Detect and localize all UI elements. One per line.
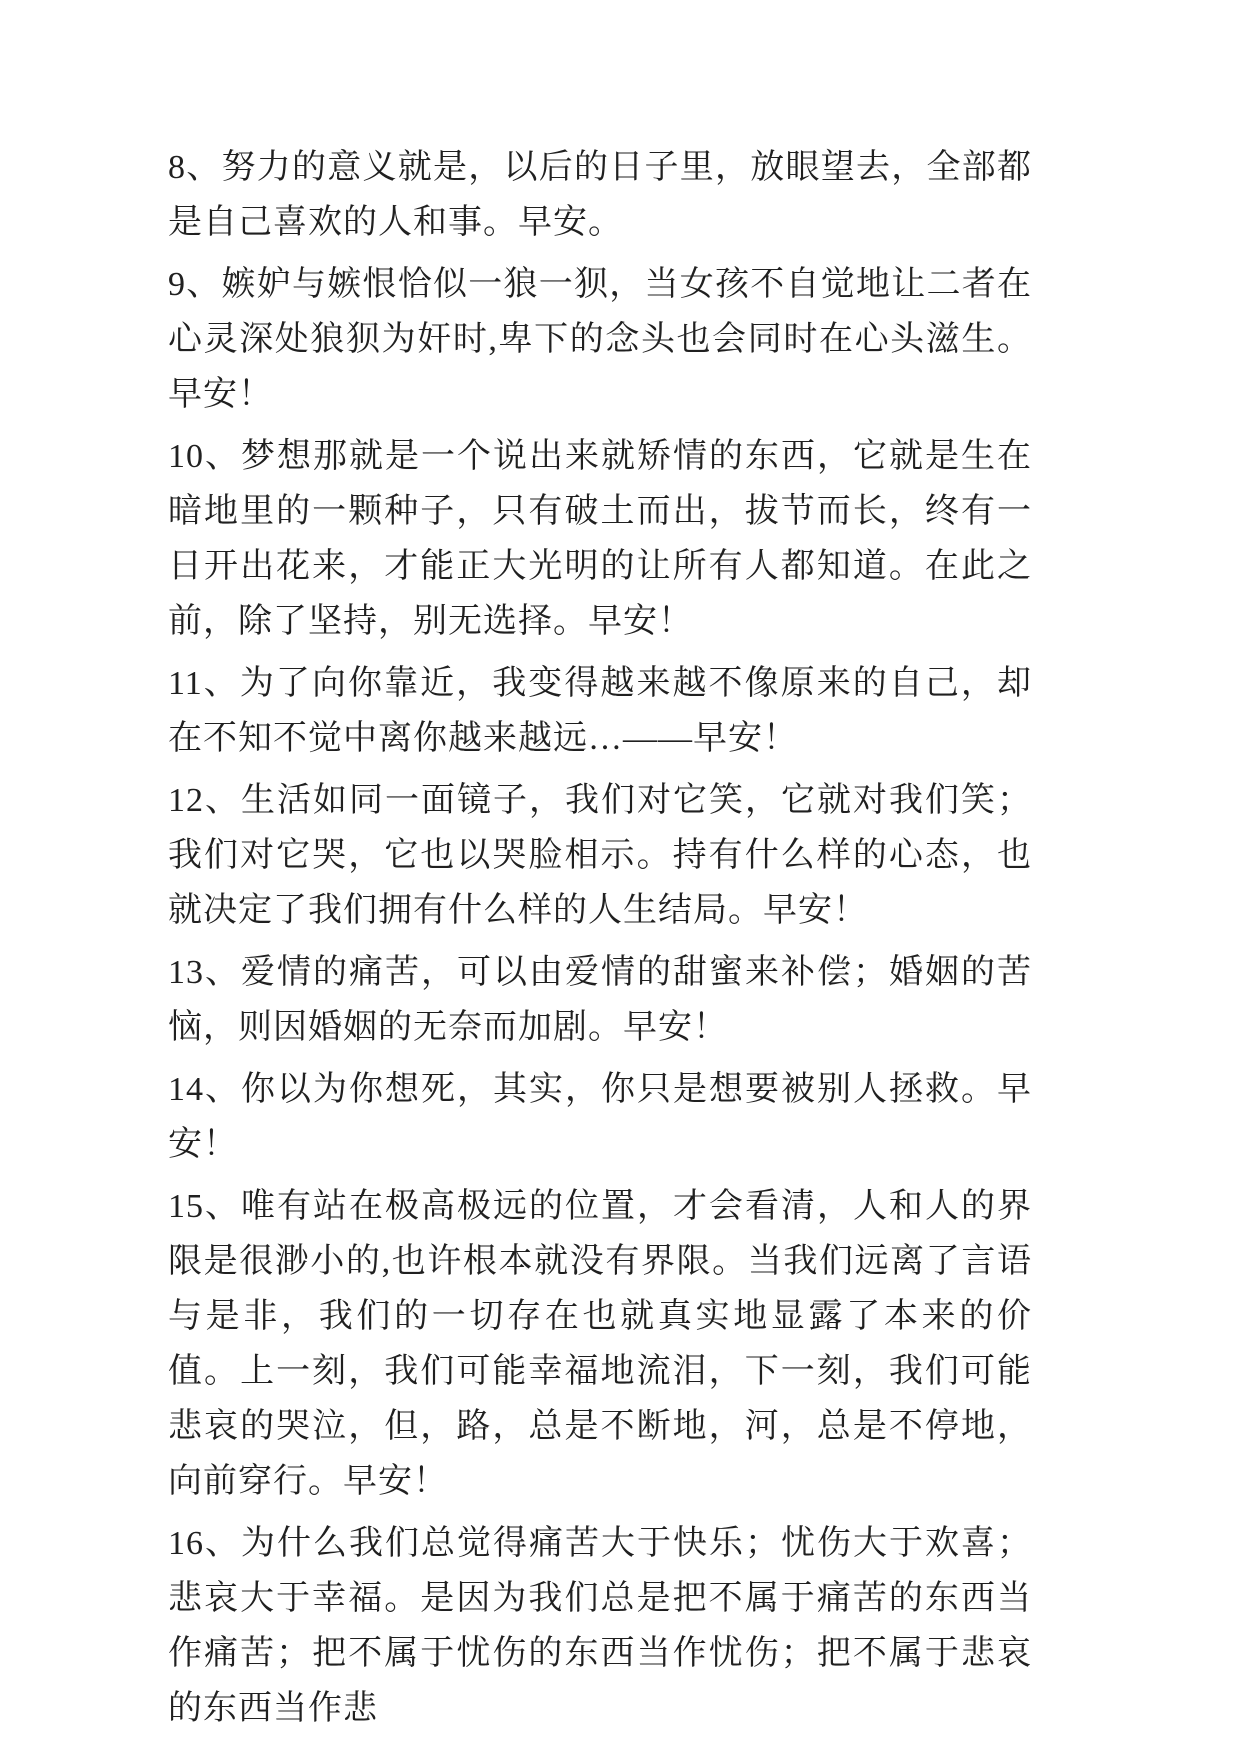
quote-item: 8、努力的意义就是，以后的日子里，放眼望去，全部都是自己喜欢的人和事。早安。 — [168, 149, 1032, 241]
quote-item: 16、为什么我们总觉得痛苦大于快乐；忧伤大于欢喜；悲哀大于幸福。是因为我们总是把不属于痛苦的东西当作痛苦；把不属于忧伤的东西当作忧伤；把不属于悲哀的东西当作悲 — [168, 1525, 1032, 1727]
quote-item: 13、爱情的痛苦，可以由爱情的甜蜜来补偿；婚姻的苦恼，则因婚姻的无奈而加剧。早安！ — [168, 954, 1032, 1046]
quote-item: 12、生活如同一面镜子，我们对它笑，它就对我们笑；我们对它哭，它也以哭脸相示。持有什么样的心态，也就决定了我们拥有什么样的人生结局。早安！ — [168, 782, 1032, 929]
quote-item: 10、梦想那就是一个说出来就矫情的东西，它就是生在暗地里的一颗种子，只有破土而出，拔节而长，终有一日开出花来，才能正大光明的让所有人都知道。在此之前，除了坚持，别无选择。早安！ — [168, 438, 1032, 640]
quote-item: 9、嫉妒与嫉恨恰似一狼一狈，当女孩不自觉地让二者在心灵深处狼狈为奸时,卑下的念头也会同时在心头滋生。早安！ — [168, 266, 1032, 413]
quote-item: 11、为了向你靠近，我变得越来越不像原来的自己，却在不知不觉中离你越来越远…——早安！ — [168, 665, 1032, 757]
quote-list — [168, 140, 1032, 1743]
quote-item: 14、你以为你想死，其实，你只是想要被别人拯救。早安！ — [168, 1071, 1032, 1163]
quote-item: 15、唯有站在极高极远的位置，才会看清，人和人的界限是很渺小的,也许根本就没有界限。当我们远离了言语与是非，我们的一切存在也就真实地显露了本来的价值。上一刻，我们可能幸福地流泪，下一刻，我们可能悲哀的哭泣，但，路，总是不断地，河，总是不停地，向前穿行。早安！ — [168, 1188, 1032, 1500]
